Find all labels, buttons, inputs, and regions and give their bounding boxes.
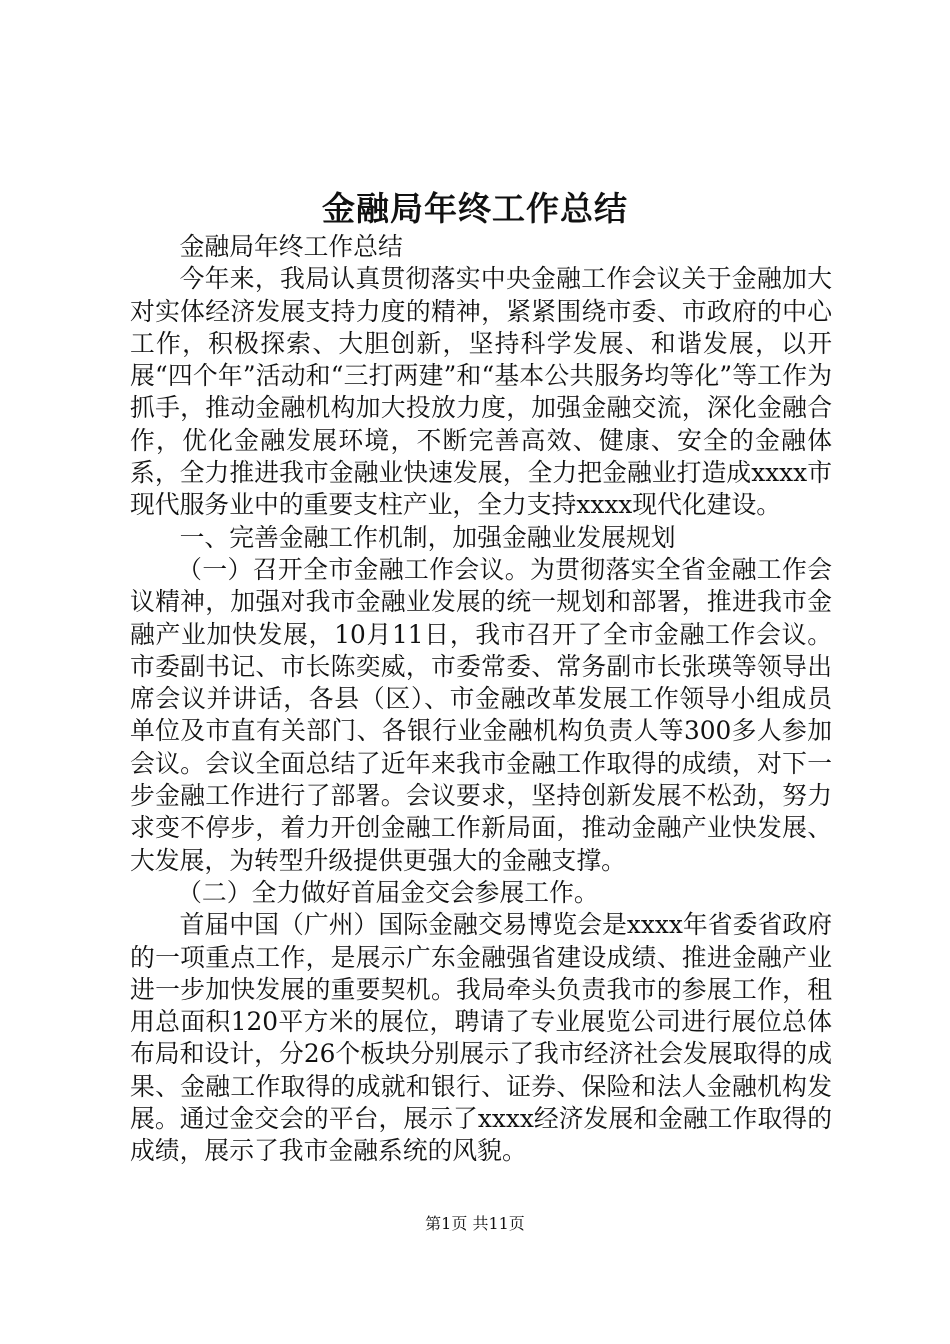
- document-title: 金融局年终工作总结: [322, 189, 628, 228]
- document-body: [130, 231, 832, 1168]
- subsection-paragraph-1: （一）召开全市金融工作会议。为贯彻落实全省金融工作会议精神，加强对我市金融业发展的统一规划和部署，推进我市金融产业加快发展，10月11日，我市召开了全市金融工作会议。市委副书记、市长陈奕威，市委常委、常务副市长张瑛等领导出席会议并讲话，各县（区）、市金融改革发展工作领导小组成员单位及市直有关部门、各银行业金融机构负责人等300多人参加会议。会议全面总结了近年来我市金融工作取得的成绩，对下一步金融工作进行了部署。会议要求，坚持创新发展不松劲，努力求变不停步，着力开创金融工作新局面，推动金融产业快发展、大发展，为转型升级提供更强大的金融支撑。: [130, 554, 832, 875]
- subsection-paragraph-2: 首届中国（广州）国际金融交易博览会是xxxx年省委省政府的一项重点工作，是展示广东金融强省建设成绩、推进金融产业进一步加快发展的重要契机。我局牵头负责我市的参展工作，租用总面积120平方米的展位，聘请了专业展览公司进行展位总体布局和设计，分26个板块分别展示了我市经济社会发展取得的成果、金融工作取得的成就和银行、证券、保险和法人金融机构发展。通过金交会的平台，展示了xxxx经济发展和金融工作取得的成绩，展示了我市金融系统的风貌。: [130, 910, 832, 1166]
- page-footer: 第1页 共11页: [425, 1214, 525, 1233]
- intro-paragraph: 今年来，我局认真贯彻落实中央金融工作会议关于金融加大对实体经济发展支持力度的精神，紧紧围绕市委、市政府的中心工作，积极探索、大胆创新，坚持科学发展、和谐发展，以开展“四个年”活动和“三打两建”和“基本公共服务均等化”等工作为抓手，推动金融机构加大投放力度，加强金融交流，深化金融合作，优化金融发展环境，不断完善高效、健康、安全的金融体系，全力推进我市金融业快速发展，全力把金融业打造成xxxx市现代服务业中的重要支柱产业，全力支持xxxx现代化建设。: [130, 264, 832, 520]
- section-heading-1: 一、完善金融工作机制，加强金融业发展规划: [179, 522, 676, 552]
- subsection-heading-2: （二）全力做好首届金交会参展工作。: [177, 877, 599, 907]
- subtitle-paragraph: 金融局年终工作总结: [179, 232, 403, 261]
